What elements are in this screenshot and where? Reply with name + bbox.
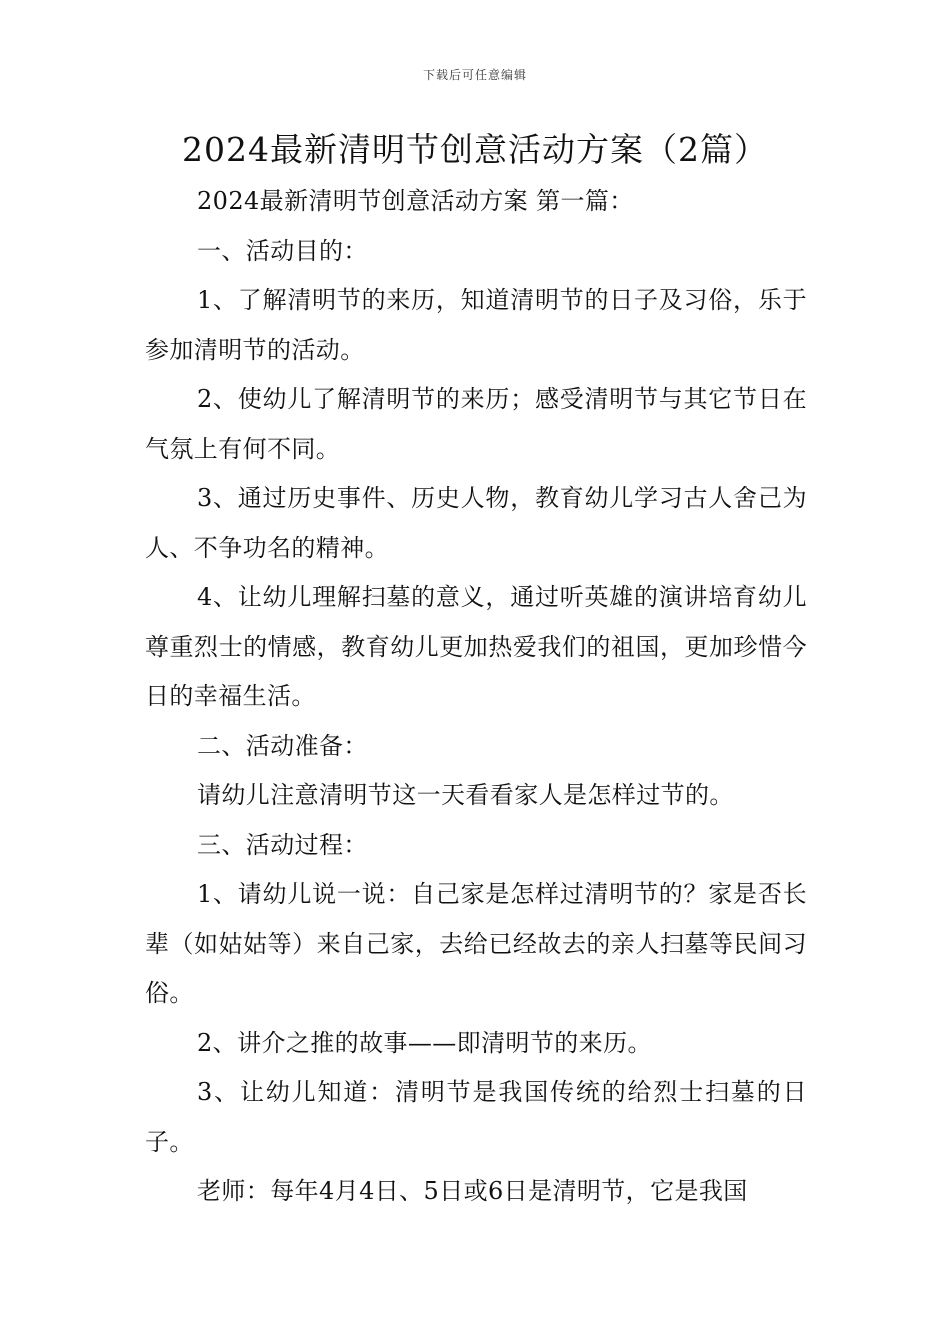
paragraph: 二、活动准备： bbox=[197, 731, 368, 760]
document-title: 2024最新清明节创意活动方案（2篇） bbox=[182, 130, 768, 169]
paragraph: 2024最新清明节创意活动方案 第一篇： bbox=[197, 187, 634, 215]
paragraph: 2、讲介之推的故事——即清明节的来历。 bbox=[197, 1028, 652, 1057]
paragraph: 请幼儿注意清明节这一天看看家人是怎样过节的。 bbox=[197, 781, 734, 809]
paragraph: 3、让幼儿知道：清明节是我国传统的给烈士扫墓的日子。 bbox=[145, 1078, 807, 1156]
paragraph: 1、了解清明节的来历，知道清明节的日子及习俗，乐于参加清明节的活动。 bbox=[145, 286, 807, 364]
paragraph: 4、让幼儿理解扫墓的意义，通过听英雄的演讲培育幼儿尊重烈士的情感，教育幼儿更加热爱我们的祖国，更加珍惜今日的幸福生活。 bbox=[145, 583, 807, 710]
paragraph: 三、活动过程： bbox=[197, 830, 368, 859]
paragraph: 2、使幼儿了解清明节的来历；感受清明节与其它节日在气氛上有何不同。 bbox=[145, 385, 807, 463]
header-note: 下载后可任意编辑 bbox=[422, 68, 527, 82]
document-body bbox=[145, 177, 807, 1217]
paragraph: 1、请幼儿说一说：自己家是怎样过清明节的？家是否长辈（如姑姑等）来自己家，去给已经故去的亲人扫墓等民间习俗。 bbox=[145, 880, 807, 1007]
paragraph: 3、通过历史事件、历史人物，教育幼儿学习古人舍己为人、不争功名的精神。 bbox=[145, 484, 807, 562]
paragraph: 一、活动目的： bbox=[197, 236, 368, 265]
paragraph: 老师：每年4月4日、5日或6日是清明节，它是我国 bbox=[197, 1177, 748, 1205]
